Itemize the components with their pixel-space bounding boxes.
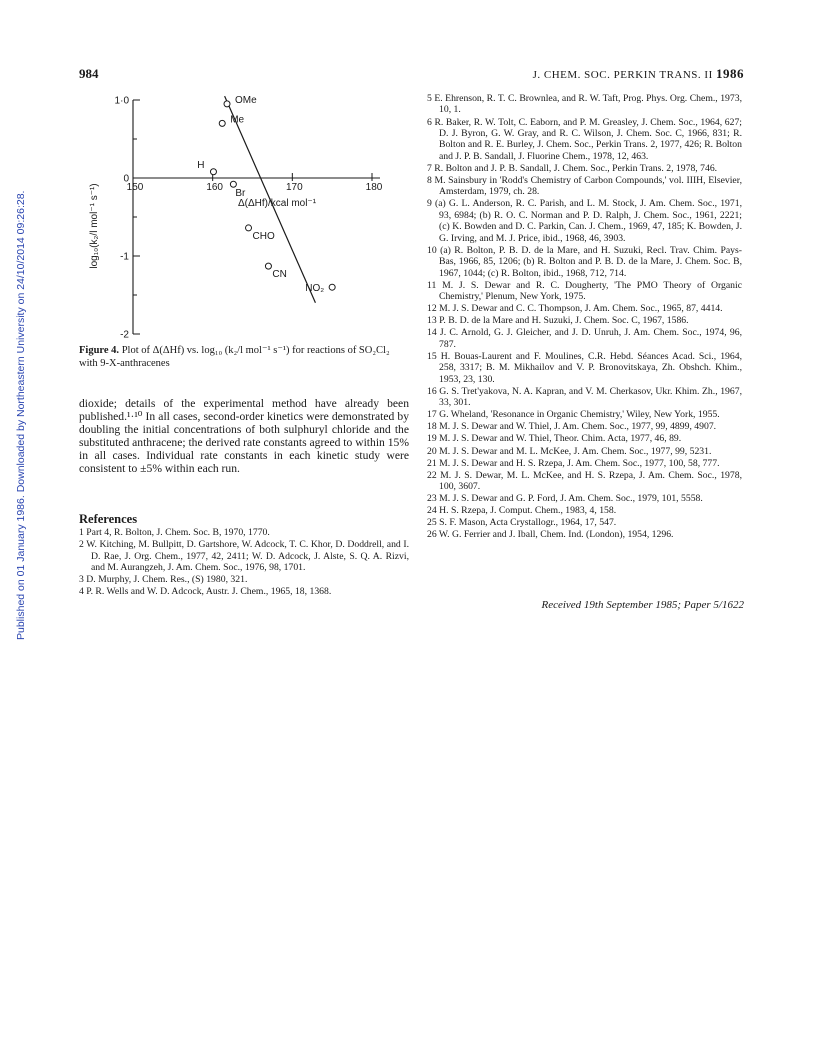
reference-item: 15 H. Bouas-Laurent and F. Moulines, C.R. Hebd. Séances Acad. Sci., 1964, 258, 3317; B. M. Mikhailov and V. P. Bronovitskaya, Zh. Obshch. Khim., 1953, 23, 130.: [427, 350, 742, 385]
x-tick-label: 180: [365, 182, 383, 193]
reference-item: 4 P. R. Wells and W. D. Adcock, Austr. J. Chem., 1965, 18, 1368.: [79, 586, 332, 598]
figure-caption-text: Plot of Δ(ΔHf) vs. log₁₀ (k₂/l mol⁻¹ s⁻¹) for reactions of SO₂Cl₂ with 9-X-anthracenes: [79, 345, 390, 369]
reference-item: 22 M. J. S. Dewar, M. L. McKee, and H. S. Rzepa, J. Am. Chem. Soc., 1978, 100, 3607.: [427, 469, 742, 493]
reference-item: 23 M. J. S. Dewar and G. P. Ford, J. Am. Chem. Soc., 1979, 101, 5558.: [427, 493, 703, 505]
running-head: [533, 66, 744, 82]
reference-item: 12 M. J. S. Dewar and C. C. Thompson, J. Am. Chem. Soc., 1965, 87, 4414.: [427, 303, 723, 315]
received-line: Received 19th September 1985; Paper 5/1622: [541, 599, 744, 611]
y-axis-label: log₁₀(k₂/l mol⁻¹ s⁻¹): [89, 183, 100, 269]
data-point: [224, 101, 230, 107]
references-heading: References: [79, 512, 138, 526]
data-point-label: CHO: [252, 230, 275, 242]
y-tick-label: -1: [120, 251, 129, 263]
data-point-label: NO₂: [305, 283, 325, 295]
reference-item: 9 (a) G. L. Anderson, R. C. Parish, and L. M. Stock, J. Am. Chem. Soc., 1971, 93, 6984; (b) R. O. C. Norman and P. D. Ralph, J. Chem. Soc., 1961, 2221; (c) K. Bowden and D. C. Parkin, Can. J. Chem., 1969, 47, 185; K. Bowden, J. G. Irving, and M. J. Price, ibid., 1968, 46, 3903.: [427, 198, 742, 244]
data-point: [329, 284, 335, 290]
y-tick-label: 1·0: [114, 95, 129, 107]
running-head-journal: J. CHEM. SOC. PERKIN TRANS. II: [532, 69, 713, 81]
plot-axes: [133, 100, 380, 334]
running-head-year: 1986: [716, 66, 744, 81]
y-tick-label: -2: [120, 329, 129, 341]
reference-item: 24 H. S. Rzepa, J. Comput. Chem., 1983, 4, 158.: [427, 505, 617, 517]
data-point-label: Me: [230, 114, 245, 126]
reference-item: 6 R. Baker, R. W. Tolt, C. Eaborn, and P. M. Greasley, J. Chem. Soc., 1964, 627; D. J. Byron, G. W. Gray, and R. C. Wilson, J. Chem. Soc. C, 1966, 831; R. Bolton and R. E. Burley, J. Chem. Soc., Perkin Trans. 2, 1977, 426; R. Bolton and J. P. B. Sandall, J. Fluorine Chem., 1978, 12, 463.: [427, 116, 742, 162]
reference-item: 19 M. J. S. Dewar and W. Thiel, Theor. Chim. Acta, 1977, 46, 89.: [427, 433, 682, 445]
data-point-label: OMe: [235, 94, 257, 106]
data-point: [246, 225, 252, 231]
reference-item: 1 Part 4, R. Bolton, J. Chem. Soc. B, 1970, 1770.: [79, 527, 270, 538]
reference-item: 20 M. J. S. Dewar and M. L. McKee, J. Am. Chem. Soc., 1977, 99, 5231.: [427, 445, 712, 457]
figure-caption: [79, 345, 409, 370]
page-number: 984: [79, 66, 99, 81]
reference-item: 8 M. Sainsbury in 'Rodd's Chemistry of Carbon Compounds,' vol. IIIH, Elsevier, Amsterdam, 1979, ch. 28.: [427, 174, 742, 198]
reference-item: 2 W. Kitching, M. Bullpitt, D. Gartshore, W. Adcock, T. C. Khor, D. Doddrell, and I. D. Rae, J. Org. Chem., 1977, 42, 2411; W. D. Adcock, J. Alste, S. Q. A. Rizvi, and M. Aurangzeh, J. Am. Chem. Soc., 1976, 98, 1701.: [79, 539, 409, 573]
data-point-label: CN: [272, 269, 287, 281]
reference-item: 25 S. F. Mason, Acta Crystallogr., 1964, 17, 547.: [427, 517, 617, 529]
reference-item: 11 M. J. S. Dewar and R. C. Dougherty, 'The PMO Theory of Organic Chemistry,' Plenum, New York, 1975.: [427, 279, 742, 303]
reference-item: 26 W. G. Ferrier and J. Iball, Chem. Ind. (London), 1954, 1296.: [427, 529, 674, 541]
x-axis-label: Δ(ΔHf)/kcal mol⁻¹: [237, 198, 317, 209]
reference-item: 18 M. J. S. Dewar and W. Thiel, J. Am. Chem. Soc., 1977, 99, 4899, 4907.: [427, 421, 717, 433]
reference-item: 21 M. J. S. Dewar and H. S. Rzepa, J. Am. Chem. Soc., 1977, 100, 58, 777.: [427, 457, 720, 469]
y-tick-label: 0: [123, 173, 129, 185]
plot-ticks: [115, 96, 383, 341]
reference-item: 7 R. Bolton and J. P. B. Sandall, J. Chem. Soc., Perkin Trans. 2, 1978, 746.: [427, 162, 718, 174]
data-point: [265, 263, 271, 269]
reference-item: 10 (a) R. Bolton, P. B. D. de la Mare, and H. Suzuki, Recl. Trav. Chim. Pays-Bas, 1966, 85, 1206; (b) R. Bolton and P. B. D. de la Mare, J. Chem. Soc. B, 1967, 1044; (c) R. Bolton, ibid., 1968, 712, 714.: [427, 244, 742, 279]
data-point: [230, 181, 236, 187]
references-list-left: [79, 527, 409, 598]
x-tick-label: 150: [126, 182, 144, 193]
reference-item: 14 J. C. Arnold, G. J. Gleicher, and J. D. Unruh, J. Am. Chem. Soc., 1974, 96, 787.: [427, 327, 742, 350]
data-point: [210, 169, 216, 175]
plot-svg: [79, 86, 409, 342]
references-list-right: [427, 93, 742, 542]
body-paragraph: dioxide; details of the experimental method have already been published.¹·¹⁰ In all cases, second-order kinetics were demonstrated by doubling the initial concentrations of both sulphuryl chloride and the substituted anthracene; the derived rate constants agreed to within 15% in all cases. Individual rate constants in each kinetic study were consistent to ±5% within each run.: [79, 397, 409, 475]
download-watermark-text: Published on 01 January 1986. Downloaded by Northeastern University on 24/10/2014 09:26:28.: [15, 190, 27, 640]
download-watermark: [2, 120, 27, 640]
figure-caption-label: Figure 4.: [79, 345, 120, 356]
data-point-label: H: [197, 159, 205, 171]
reference-item: 3 D. Murphy, J. Chem. Res., (S) 1980, 321.: [79, 574, 248, 585]
reference-item: 16 G. S. Tret'yakova, N. A. Kapran, and V. M. Cherkasov, Ukr. Khim. Zh., 1967, 33, 301.: [427, 385, 742, 409]
x-tick-label: 170: [285, 182, 303, 193]
figure-4-plot: [79, 86, 409, 342]
x-tick-label: 160: [206, 182, 224, 193]
reference-item: 13 P. B. D. de la Mare and H. Suzuki, J. Chem. Soc. C, 1967, 1586.: [427, 315, 689, 327]
data-point-label: Br: [235, 188, 246, 200]
reference-item: 5 E. Ehrenson, R. T. C. Brownlea, and R. W. Taft, Prog. Phys. Org. Chem., 1973, 10, 1.: [427, 93, 742, 116]
reference-item: 17 G. Wheland, 'Resonance in Organic Chemistry,' Wiley, New York, 1955.: [427, 409, 720, 421]
data-point: [219, 120, 225, 126]
